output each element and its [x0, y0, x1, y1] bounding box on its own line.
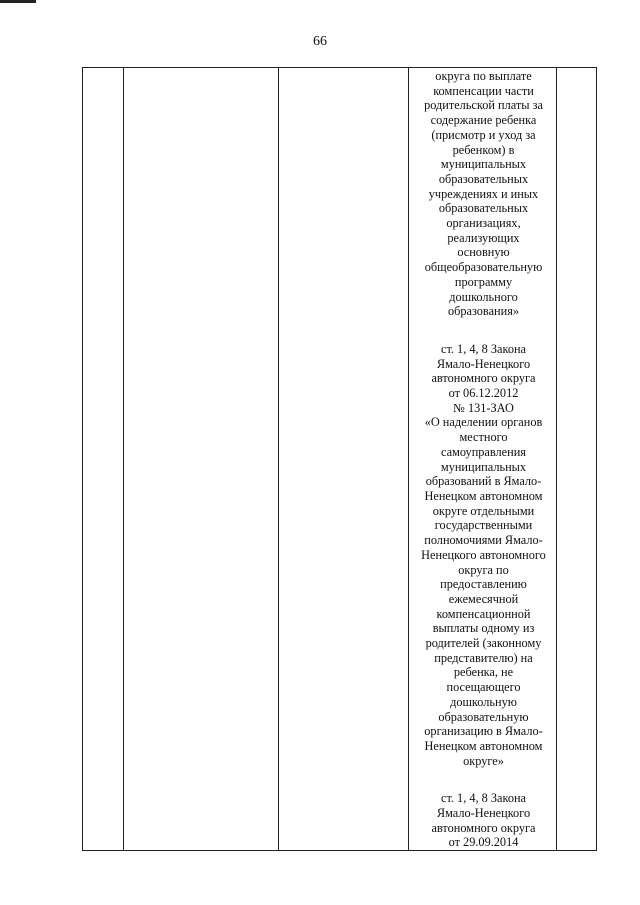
- scan-edge-mark: [0, 0, 36, 3]
- table-cell-legal-basis: [409, 68, 557, 851]
- legal-paragraph-1: округа по выплате компенсации части родительской платы за содержание ребенка (присмотр и уход за ребенком) в муниципальных образовательных учреждениях и иных образовательных организациях, реализующих основную общеобразовательную программу дошкольного образования»: [424, 69, 543, 319]
- legal-basis-text: [409, 68, 556, 850]
- legal-basis-table: [82, 67, 597, 851]
- table-cell-name: [124, 68, 279, 851]
- table-row: [83, 68, 597, 851]
- table-cell-number: [83, 68, 124, 851]
- page-number: 66: [313, 34, 327, 49]
- legal-paragraph-3: ст. 1, 4, 8 Закона Ямало-Ненецкого автономного округа от 29.09.2014: [431, 791, 536, 850]
- table-cell-description: [279, 68, 409, 851]
- legal-paragraph-2: ст. 1, 4, 8 Закона Ямало-Ненецкого автономного округа от 06.12.2012 № 131-ЗАО «О наделении органов местного самоуправления муниципальных образований в Ямало- Ненецком автономном округе отдельными государственными полномочиями Ямало- Ненецкого автономного округа по предоставлению ежемесячной компенсационной выплаты одному из родителей (законному представителю) на ребенка, не посещающего дошкольную образовательную организацию в Ямало- Ненецком автономном округе»: [421, 341, 546, 768]
- table-cell-notes: [557, 68, 597, 851]
